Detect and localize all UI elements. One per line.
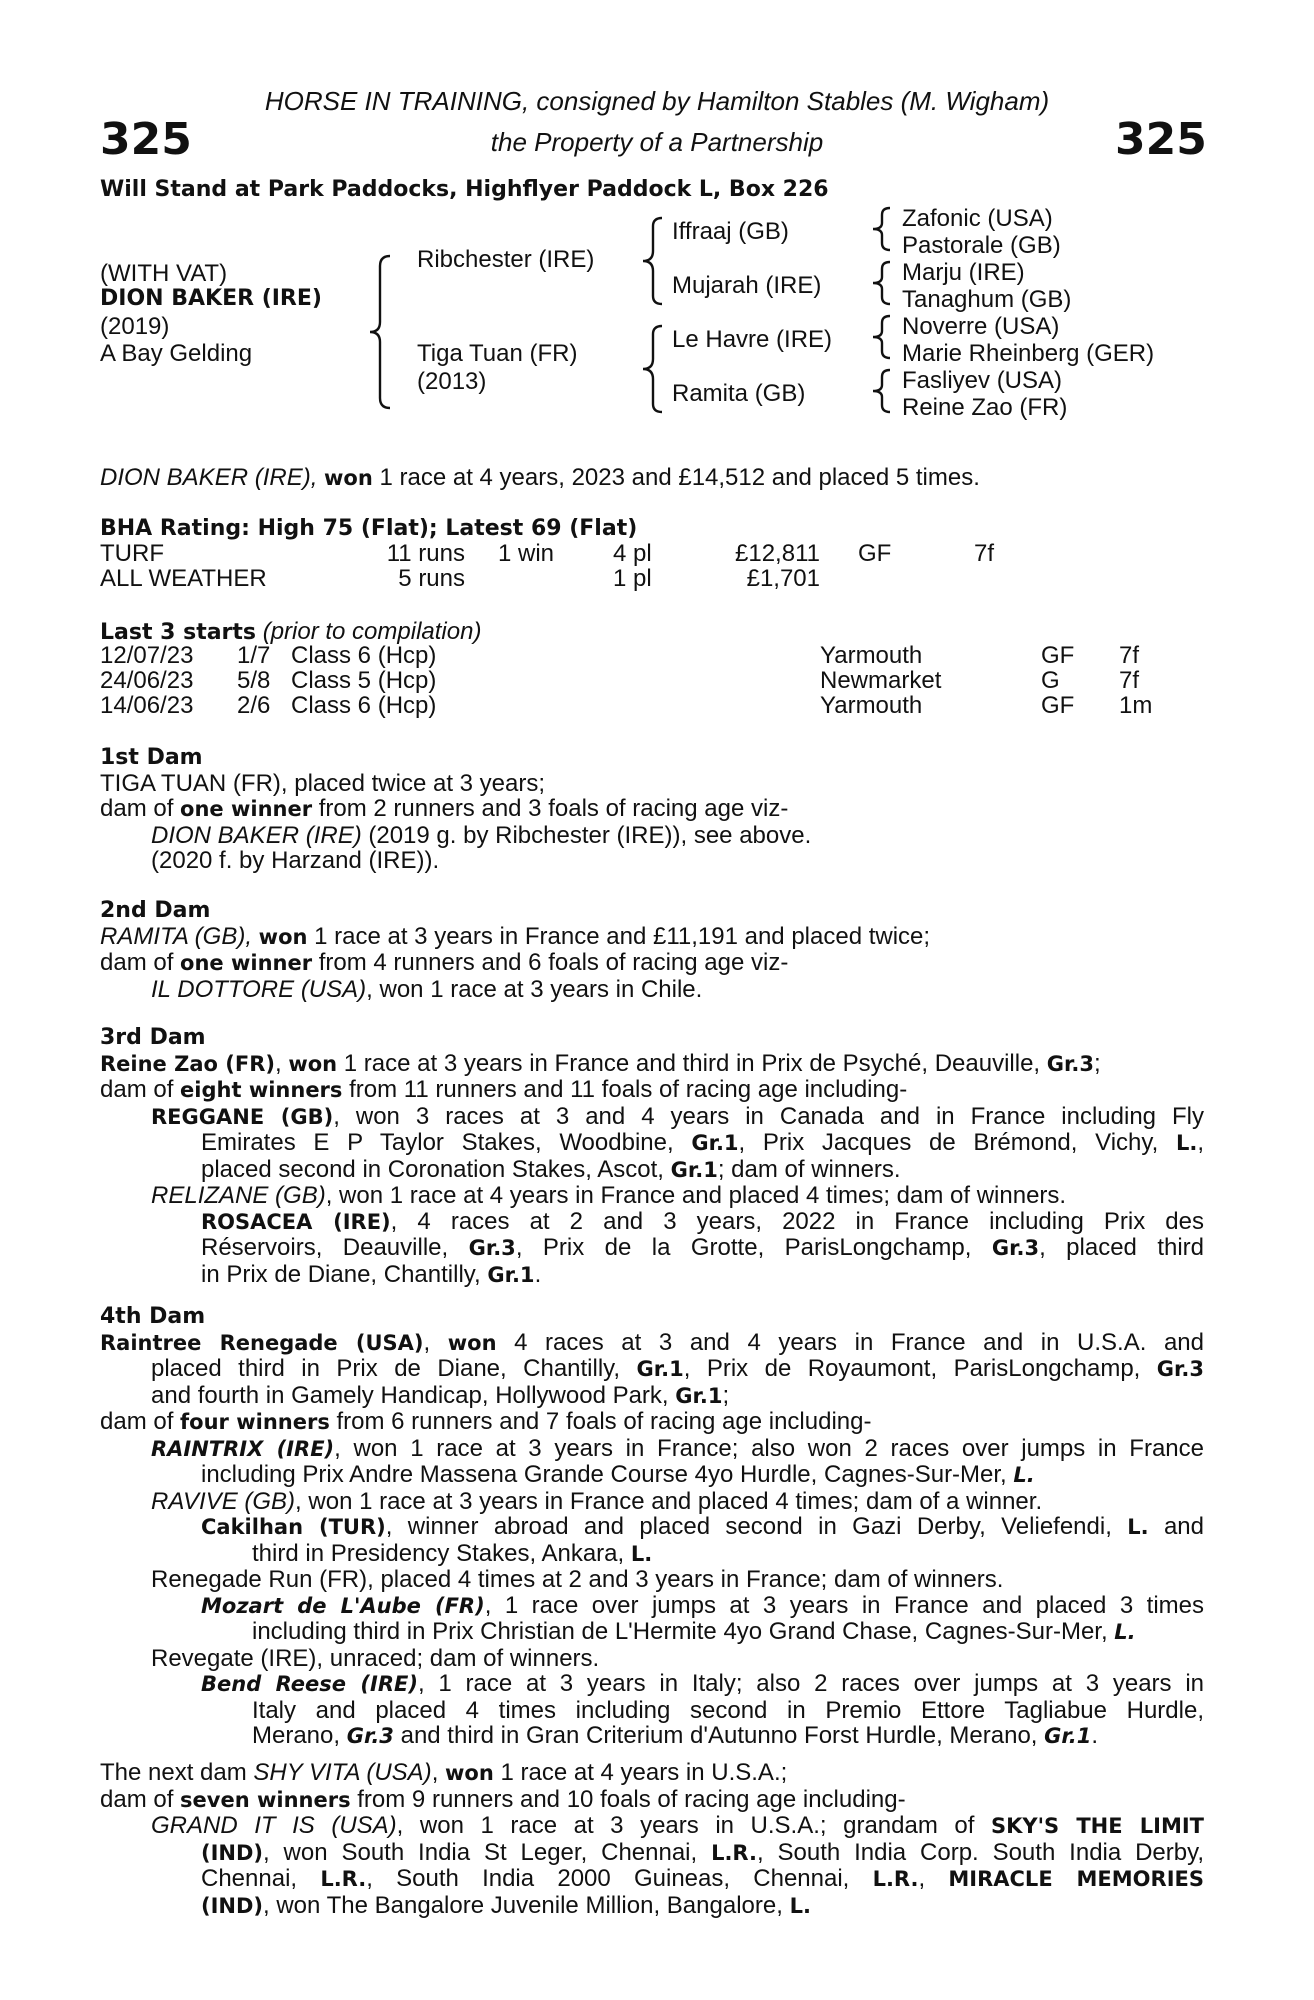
third-dam-foal-relizane: RELIZANE (GB), won 1 race at 4 years in France and placed 4 times; dam of winners. xyxy=(151,1182,1067,1209)
fourth-dam-grandfoal-bend-reese-cont2: Merano, Gr.3 and third in Gran Criterium d'Autunno Forst Hurdle, Merano, Gr.1. xyxy=(252,1722,1098,1749)
last-starts-title: Last 3 starts xyxy=(100,620,257,645)
grandsire-5: Noverre (USA) xyxy=(902,313,1060,340)
fourth-dam-line: Raintree Renegade (USA), won 4 races at 3 and 4 years in France and in U.S.A. and xyxy=(100,1328,1204,1356)
first-dam-foal-1: DION BAKER (IRE) (2019 g. by Ribchester (IRE)), see above. xyxy=(151,821,812,849)
start-race: Class 6 (Hcp) xyxy=(291,692,437,719)
horse-description: A Bay Gelding xyxy=(100,340,253,367)
horse-name: DION BAKER (IRE) xyxy=(100,286,322,311)
third-dam-produce: dam of eight winners from 11 runners and 11 foals of racing age including- xyxy=(100,1076,908,1103)
fourth-dam-foal-revegate: Revegate (IRE), unraced; dam of winners. xyxy=(151,1644,600,1672)
distance: 7f xyxy=(974,540,995,567)
pedigree-bracket-sire xyxy=(640,218,664,304)
fourth-dam-section xyxy=(100,1304,1204,1750)
third-dam-heading: 3rd Dam xyxy=(100,1025,206,1050)
third-dam-grandfoal-rosacea-cont: Réservoirs, Deauville, Gr.3, Prix de la Grotte, ParisLongchamp, Gr.3, placed third xyxy=(201,1234,1205,1261)
lot-number-left: 325 xyxy=(100,114,192,165)
pedigree-bracket-g3 xyxy=(870,315,892,359)
third-dam-foal-reggane-cont: Emirates E P Taylor Stakes, Woodbine, Gr.1, Prix Jacques de Brémond, Vichy, L., xyxy=(201,1129,1204,1156)
pedigree-bracket-g1 xyxy=(870,207,892,251)
dam-dam: Ramita (GB) xyxy=(672,380,806,407)
fourth-dam-line-3: and fourth in Gamely Handicap, Hollywood Park, Gr.1; xyxy=(151,1381,730,1409)
fourth-dam-foal-renegade-run: Renegade Run (FR), placed 4 times at 2 and 3 years in France; dam of winners. xyxy=(151,1566,1004,1593)
start-race: Class 5 (Hcp) xyxy=(291,667,437,694)
next-dam-line: The next dam SHY VITA (USA), won 1 race at 4 years in U.S.A.; xyxy=(100,1759,788,1786)
pedigree-bracket-dam xyxy=(640,326,664,412)
start-course: Yarmouth xyxy=(820,692,923,719)
dam-sire: Le Havre (IRE) xyxy=(672,326,833,353)
sire-dam: Mujarah (IRE) xyxy=(672,272,822,299)
prize: £1,701 xyxy=(746,565,820,592)
next-dam-foal-cont-3: (IND), won The Bangalore Juvenile Million, Bangalore, L. xyxy=(201,1891,811,1919)
placed: 1 pl xyxy=(613,565,652,592)
runs: 5 runs xyxy=(398,565,465,592)
placed: 4 pl xyxy=(613,540,652,567)
catalogue-title: HORSE IN TRAINING, consigned by Hamilton Stables (M. Wigham) xyxy=(264,86,1050,116)
pedigree-bracket-main xyxy=(368,256,392,408)
grandsire-4: Tanaghum (GB) xyxy=(902,286,1072,313)
fourth-dam-foal-raintrix: RAINTRIX (IRE), won 1 race at 3 years in France; also won 2 races over jumps in France xyxy=(151,1434,1204,1462)
lot-number-right: 325 xyxy=(1115,114,1207,165)
prize: £12,811 xyxy=(735,540,820,567)
start-going: G xyxy=(1041,667,1060,694)
start-going: GF xyxy=(1041,642,1075,669)
last-starts-note: (prior to compilation) xyxy=(256,618,482,645)
start-course: Newmarket xyxy=(820,667,942,694)
grandsire-3: Marju (IRE) xyxy=(902,259,1025,286)
third-dam-grandfoal-rosacea: ROSACEA (IRE), 4 races at 2 and 3 years, 2022 in France including Prix des xyxy=(201,1207,1204,1235)
start-position: 2/6 xyxy=(237,692,271,719)
start-date: 14/06/23 xyxy=(100,692,194,719)
start-race: Class 6 (Hcp) xyxy=(291,642,437,669)
fourth-dam-foal-raintrix-cont: including Prix Andre Massena Grande Course 4yo Hurdle, Cagnes-Sur-Mer, L. xyxy=(201,1461,1035,1488)
start-date: 24/06/23 xyxy=(100,667,194,694)
fourth-dam-grandfoal-bend-reese: Bend Reese (IRE), 1 race at 3 years in Italy; also 2 races over jumps at 3 years in xyxy=(201,1670,1204,1697)
third-dam-foal-reggane-cont2: placed second in Coronation Stakes, Ascot, Gr.1; dam of winners. xyxy=(201,1155,901,1183)
grandsire-7: Fasliyev (USA) xyxy=(902,367,1063,394)
grandsire-8: Reine Zao (FR) xyxy=(902,394,1068,421)
fourth-dam-heading: 4th Dam xyxy=(100,1304,206,1329)
summary-won: won xyxy=(324,466,373,490)
fourth-dam-foal-ravive: RAVIVE (GB), won 1 race at 3 years in France and placed 4 times; dam of a winner. xyxy=(151,1487,1043,1515)
surface: TURF xyxy=(100,540,164,567)
third-dam-foal-reggane: REGGANE (GB), won 3 races at 3 and 4 years in Canada and in France including Fly xyxy=(151,1102,1204,1130)
fourth-dam-produce: dam of four winners from 6 runners and 7 foals of racing age including- xyxy=(100,1408,872,1435)
first-dam-section xyxy=(100,745,1204,874)
summary-horse-name: DION BAKER (IRE), xyxy=(100,464,318,491)
pedigree-bracket-g4 xyxy=(870,369,892,413)
second-dam-heading: 2nd Dam xyxy=(100,898,211,923)
fourth-dam-grandfoal-bend-reese-cont: Italy and placed 4 times including second in Premio Ettore Tagliabue Hurdle, xyxy=(252,1696,1204,1724)
first-dam-line: TIGA TUAN (FR), placed twice at 3 years; xyxy=(100,769,546,797)
start-going: GF xyxy=(1041,692,1075,719)
vat-note: (WITH VAT) xyxy=(100,260,228,287)
third-dam-line: Reine Zao (FR), won 1 race at 3 years in France and third in Prix de Psyché, Deauville, Gr.3; xyxy=(100,1049,1101,1077)
start-distance: 1m xyxy=(1119,692,1153,719)
dam-name: Tiga Tuan (FR) xyxy=(417,340,578,367)
start-course: Yarmouth xyxy=(820,642,923,669)
fourth-dam-grandfoal-cakilhan: Cakilhan (TUR), winner abroad and placed second in Gazi Derby, Veliefendi, L. and xyxy=(201,1513,1205,1540)
next-dam-foal-cont-1: (IND), won South India St Leger, Chennai, L.R., South India Corp. South India Derby, xyxy=(201,1838,1204,1866)
next-dam-produce: dam of seven winners from 9 runners and 10 foals of racing age including- xyxy=(100,1785,906,1813)
second-dam-foal: IL DOTTORE (USA), won 1 race at 3 years in Chile. xyxy=(151,975,703,1003)
fourth-dam-grandfoal-mozart-cont: including third in Prix Christian de L'Hermite 4yo Grand Chase, Cagnes-Sur-Mer, L. xyxy=(252,1618,1136,1645)
race-summary xyxy=(100,465,1204,492)
surface: ALL WEATHER xyxy=(100,565,267,592)
start-position: 1/7 xyxy=(237,642,271,669)
second-dam-section xyxy=(100,898,1204,1002)
next-dam-foal-grand-it-is: GRAND IT IS (USA), won 1 race at 3 years in U.S.A.; grandam of SKY'S THE LIMIT xyxy=(151,1812,1204,1839)
third-dam-grandfoal-rosacea-cont2: in Prix de Diane, Chantilly, Gr.1. xyxy=(201,1260,542,1288)
start-date: 12/07/23 xyxy=(100,642,194,669)
start-distance: 7f xyxy=(1119,642,1140,669)
start-position: 5/8 xyxy=(237,667,271,694)
runs: 11 runs xyxy=(386,540,465,567)
foaling-year: (2019) xyxy=(100,313,170,340)
second-dam-produce: dam of one winner from 4 runners and 6 foals of racing age viz- xyxy=(100,949,789,976)
next-dam-foal-cont-2: Chennai, L.R., South India 2000 Guineas, Chennai, L.R., MIRACLE MEMORIES xyxy=(201,1865,1204,1892)
sire-name: Ribchester (IRE) xyxy=(417,246,595,273)
grandsire-1: Zafonic (USA) xyxy=(902,205,1053,232)
start-distance: 7f xyxy=(1119,667,1140,694)
bha-rating-heading: BHA Rating: High 75 (Flat); Latest 69 (Flat) xyxy=(100,516,638,541)
sire-sire: Iffraaj (GB) xyxy=(672,218,789,245)
fourth-dam-line-2: placed third in Prix de Diane, Chantilly, Gr.1, Prix de Royaumont, ParisLongchamp, Gr.3 xyxy=(151,1355,1204,1382)
fourth-dam-grandfoal-mozart: Mozart de L'Aube (FR), 1 race over jumps at 3 years in France and placed 3 times xyxy=(201,1591,1204,1619)
first-dam-heading: 1st Dam xyxy=(100,745,203,770)
grandsire-2: Pastorale (GB) xyxy=(902,232,1061,259)
first-dam-foal-2: (2020 f. by Harzand (IRE)). xyxy=(151,847,440,874)
summary-text: 1 race at 4 years, 2023 and £14,512 and placed 5 times. xyxy=(372,464,980,491)
fourth-dam-grandfoal-cakilhan-cont: third in Presidency Stakes, Ankara, L. xyxy=(252,1539,653,1567)
second-dam-line: RAMITA (GB), won 1 race at 3 years in France and £11,191 and placed twice; xyxy=(100,922,931,950)
wins: 1 win xyxy=(498,540,555,567)
catalogue-subtitle: the Property of a Partnership xyxy=(490,127,824,157)
next-dam-section xyxy=(100,1760,1204,1919)
stabling-location: Will Stand at Park Paddocks, Highflyer Paddock L, Box 226 xyxy=(100,177,829,202)
grandsire-6: Marie Rheinberg (GER) xyxy=(902,340,1155,367)
first-dam-produce: dam of one winner from 2 runners and 3 foals of racing age viz- xyxy=(100,795,789,822)
third-dam-section xyxy=(100,1025,1204,1288)
pedigree-bracket-g2 xyxy=(870,261,892,305)
dam-year: (2013) xyxy=(417,368,487,395)
going: GF xyxy=(858,540,892,567)
